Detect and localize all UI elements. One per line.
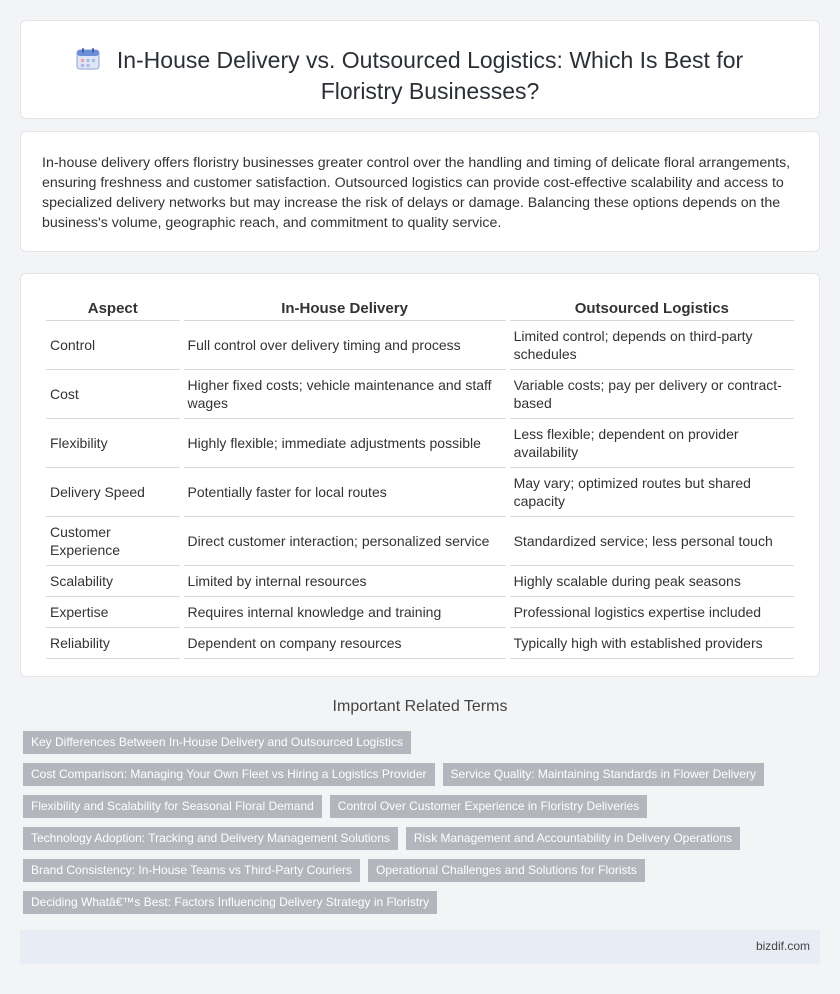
table-row [46, 517, 794, 566]
header-card [20, 20, 820, 119]
header-outsourced: Outsourced Logistics [510, 295, 794, 321]
related-terms-list [23, 731, 813, 914]
related-term-tag[interactable]: Deciding Whatâ€™s Best: Factors Influencing Delivery Strategy in Floristry [23, 891, 437, 914]
header-in-house: In-House Delivery [184, 295, 506, 321]
cell-in-house: Limited by internal resources [184, 566, 506, 597]
cell-outsourced: Professional logistics expertise included [510, 597, 794, 628]
related-term-tag[interactable]: Cost Comparison: Managing Your Own Fleet vs Hiring a Logistics Provider [23, 763, 435, 786]
cell-aspect: Flexibility [46, 419, 180, 468]
related-terms-heading: Important Related Terms [332, 698, 508, 715]
cell-aspect: Control [46, 321, 180, 370]
cell-outsourced: May vary; optimized routes but shared capacity [510, 468, 794, 517]
cell-aspect: Cost [46, 370, 180, 419]
cell-in-house: Highly flexible; immediate adjustments possible [184, 419, 506, 468]
cell-aspect: Reliability [46, 628, 180, 659]
cell-in-house: Requires internal knowledge and training [184, 597, 506, 628]
intro-paragraph: In-house delivery offers floristry businesses greater control over the handling and timing of delicate floral arrangements, ensuring freshness and customer satisfaction. Outsourced logistics can provide cost-effective scalability and access to specialized delivery networks but may increase the risk of delays or damage. Balancing these options depends on the business's volume, geographic reach, and commitment to quality service. [42, 155, 791, 231]
footer-site-link[interactable]: bizdif.com [755, 939, 810, 953]
table-row [46, 419, 794, 468]
cell-in-house: Direct customer interaction; personalized service [184, 517, 506, 566]
cell-in-house: Full control over delivery timing and process [184, 321, 506, 370]
comparison-table [42, 295, 798, 659]
cell-aspect: Expertise [46, 597, 180, 628]
related-term-tag[interactable]: Flexibility and Scalability for Seasonal Floral Demand [23, 795, 322, 818]
table-row [46, 566, 794, 597]
cell-outsourced: Less flexible; dependent on provider availability [510, 419, 794, 468]
related-term-tag[interactable]: Key Differences Between In-House Delivery and Outsourced Logistics [23, 731, 411, 754]
table-row [46, 321, 794, 370]
cell-outsourced: Typically high with established providers [510, 628, 794, 659]
related-term-tag[interactable]: Technology Adoption: Tracking and Delivery Management Solutions [23, 827, 398, 850]
header-aspect: Aspect [46, 295, 180, 321]
table-row [46, 597, 794, 628]
table-row [46, 370, 794, 419]
cell-aspect: Customer Experience [46, 517, 180, 566]
cell-aspect: Delivery Speed [46, 468, 180, 517]
cell-in-house: Dependent on company resources [184, 628, 506, 659]
cell-in-house: Potentially faster for local routes [184, 468, 506, 517]
table-row [46, 468, 794, 517]
intro-card [20, 131, 820, 252]
table-header-row [46, 295, 794, 321]
cell-aspect: Scalability [46, 566, 180, 597]
related-term-tag[interactable]: Risk Management and Accountability in Delivery Operations [406, 827, 740, 850]
cell-in-house: Higher fixed costs; vehicle maintenance and staff wages [184, 370, 506, 419]
cell-outsourced: Limited control; depends on third-party schedules [510, 321, 794, 370]
related-term-tag[interactable]: Service Quality: Maintaining Standards in Flower Delivery [443, 763, 764, 786]
table-row [46, 628, 794, 659]
footer [20, 930, 820, 964]
comparison-table-card [20, 273, 820, 677]
cell-outsourced: Highly scalable during peak seasons [510, 566, 794, 597]
related-term-tag[interactable]: Brand Consistency: In-House Teams vs Third-Party Couriers [23, 859, 360, 882]
page-title: In-House Delivery vs. Outsourced Logistics: Which Is Best for Floristry Businesses? [116, 47, 744, 104]
cell-outsourced: Standardized service; less personal touch [510, 517, 794, 566]
cell-outsourced: Variable costs; pay per delivery or contract-based [510, 370, 794, 419]
related-term-tag[interactable]: Operational Challenges and Solutions for Florists [368, 859, 645, 882]
related-term-tag[interactable]: Control Over Customer Experience in Floristry Deliveries [330, 795, 647, 818]
